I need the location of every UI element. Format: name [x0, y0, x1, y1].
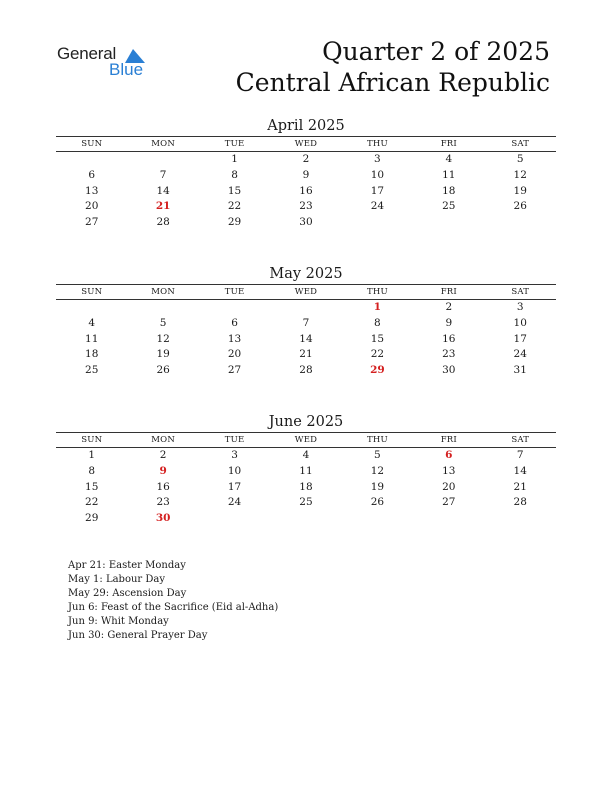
weekday-header: SAT	[511, 435, 530, 445]
day-cell: 1	[88, 449, 96, 461]
day-cell: 16	[156, 480, 170, 493]
day-cell: 27	[227, 364, 242, 377]
month-title: April 2025	[267, 118, 345, 134]
weekday-header: TUE	[224, 139, 245, 149]
holiday-entry: Apr 21: Easter Monday	[68, 560, 186, 571]
week-row	[56, 347, 556, 363]
day-cell: 13	[442, 464, 456, 477]
day-cell: 20	[227, 348, 242, 361]
day-cell: 11	[442, 168, 456, 181]
week-row	[56, 448, 556, 464]
day-cell: 11	[85, 332, 99, 345]
day-cell: 26	[513, 200, 527, 213]
month-title: June 2025	[268, 414, 344, 430]
day-cell: 14	[299, 332, 313, 345]
day-cell: 30	[442, 364, 456, 377]
day-cell: 11	[299, 464, 313, 477]
day-cell: 12	[156, 332, 170, 345]
day-cell: 1	[231, 153, 238, 165]
day-cell: 12	[370, 464, 385, 477]
page-title	[236, 36, 550, 98]
day-cell: 8	[374, 316, 381, 329]
day-cell: 7	[302, 316, 310, 329]
empty-day	[199, 511, 270, 527]
day-cell: 29	[227, 216, 242, 229]
empty-day	[56, 152, 127, 168]
day-cell: 26	[156, 364, 170, 377]
week-row	[56, 332, 556, 348]
day-cell: 28	[156, 216, 170, 229]
weekday-header: WED	[294, 287, 318, 297]
day-cell: 23	[156, 496, 170, 509]
empty-day	[56, 300, 127, 316]
empty-day	[342, 511, 413, 527]
logo	[57, 44, 157, 84]
holiday-entry: Jun 30: General Prayer Day	[68, 630, 208, 641]
day-cell: 15	[85, 480, 99, 493]
day-cell: 5	[374, 449, 381, 461]
weekday-header: THU	[366, 287, 388, 297]
title-country: Central African Republic	[235, 68, 550, 97]
day-cell: 17	[370, 184, 385, 197]
day-cell: 28	[513, 496, 527, 509]
day-cell: 25	[299, 496, 313, 509]
day-cell: 19	[370, 480, 385, 493]
week-row	[56, 300, 556, 316]
day-cell: 18	[299, 480, 313, 493]
day-cell: 15	[227, 184, 242, 197]
day-cell: 23	[442, 348, 456, 361]
day-cell: 4	[302, 449, 310, 461]
week-row	[56, 363, 556, 379]
day-cell: 31	[513, 364, 527, 377]
day-cell: 6	[231, 316, 238, 329]
weekday-header: SUN	[81, 139, 103, 149]
logo-general-text: General	[57, 44, 117, 63]
week-row	[56, 215, 556, 231]
month-june	[56, 412, 556, 527]
day-cell: 16	[299, 184, 313, 197]
day-cell: 25	[442, 200, 456, 213]
day-cell: 14	[513, 464, 527, 477]
logo-blue-text: Blue	[109, 60, 144, 79]
week-row	[56, 184, 556, 200]
day-cell: 4	[445, 153, 453, 165]
day-cell: 13	[227, 332, 242, 345]
month-title: May 2025	[269, 266, 343, 282]
empty-day	[413, 215, 484, 231]
day-cell: 21	[299, 348, 313, 361]
day-cell: 28	[299, 364, 313, 377]
weekday-header: THU	[366, 435, 388, 445]
holiday-date: 21	[155, 200, 171, 213]
day-cell: 22	[370, 348, 385, 361]
holiday-entry: May 1: Labour Day	[68, 574, 165, 585]
day-cell: 22	[227, 200, 242, 213]
day-cell: 22	[85, 496, 99, 509]
weekday-header: MON	[151, 139, 175, 149]
day-cell: 2	[159, 449, 167, 461]
day-cell: 3	[374, 153, 381, 165]
empty-day	[485, 215, 556, 231]
week-row	[56, 168, 556, 184]
weekday-header: WED	[294, 139, 318, 149]
day-cell: 8	[231, 168, 238, 181]
weekday-header-row	[56, 137, 556, 151]
weekday-header: TUE	[224, 287, 245, 297]
day-cell: 13	[85, 184, 99, 197]
day-cell: 4	[88, 316, 96, 329]
day-cell: 29	[85, 512, 99, 525]
day-cell: 10	[513, 316, 527, 329]
month-may	[56, 264, 556, 379]
day-cell: 9	[302, 168, 310, 181]
day-cell: 7	[516, 449, 524, 461]
weekday-header-row	[56, 285, 556, 299]
week-row	[56, 511, 556, 527]
weekday-header-row	[56, 433, 556, 447]
weekday-header: WED	[294, 435, 318, 445]
empty-day	[199, 300, 270, 316]
day-cell: 20	[85, 200, 99, 213]
day-cell: 18	[442, 184, 456, 197]
empty-day	[485, 511, 556, 527]
day-cell: 9	[445, 316, 453, 329]
week-row	[56, 495, 556, 511]
weekday-header: FRI	[440, 139, 457, 149]
day-cell: 7	[159, 168, 167, 181]
holiday-entry: Jun 9: Whit Monday	[68, 616, 169, 627]
weekday-header: SAT	[511, 287, 530, 297]
weekday-header: SUN	[81, 287, 103, 297]
day-cell: 10	[370, 168, 385, 181]
weekday-header: TUE	[224, 435, 245, 445]
day-cell: 27	[85, 216, 99, 229]
holiday-date: 1	[373, 301, 382, 313]
day-cell: 24	[370, 200, 385, 213]
holiday-date: 9	[159, 464, 167, 477]
day-cell: 18	[85, 348, 99, 361]
day-cell: 14	[156, 184, 170, 197]
day-cell: 20	[442, 480, 456, 493]
empty-day	[270, 300, 341, 316]
day-cell: 12	[513, 168, 527, 181]
empty-day	[413, 511, 484, 527]
month-april	[56, 116, 556, 231]
day-cell: 10	[227, 464, 242, 477]
weekday-header: SUN	[81, 435, 103, 445]
holiday-entry: May 29: Ascension Day	[68, 588, 187, 599]
day-cell: 5	[159, 316, 167, 329]
day-cell: 19	[156, 348, 170, 361]
weekday-header: FRI	[440, 287, 457, 297]
day-cell: 6	[88, 168, 96, 181]
empty-day	[127, 300, 198, 316]
day-cell: 23	[299, 200, 313, 213]
holiday-date: 6	[445, 449, 453, 461]
title-quarter: Quarter 2 of 2025	[322, 37, 550, 66]
day-cell: 19	[513, 184, 527, 197]
weekday-header: THU	[366, 139, 388, 149]
day-cell: 17	[227, 480, 242, 493]
day-cell: 30	[299, 216, 313, 229]
week-row	[56, 199, 556, 215]
day-cell: 25	[85, 364, 99, 377]
weekday-header: SAT	[511, 139, 530, 149]
day-cell: 3	[516, 301, 524, 313]
holiday-date: 29	[370, 364, 385, 377]
empty-day	[127, 152, 198, 168]
empty-day	[270, 511, 341, 527]
day-cell: 24	[513, 348, 527, 361]
day-cell: 5	[516, 153, 524, 165]
week-row	[56, 316, 556, 332]
day-cell: 21	[513, 480, 527, 493]
holiday-date: 30	[155, 512, 171, 525]
day-cell: 17	[513, 332, 527, 345]
day-cell: 8	[88, 464, 96, 477]
week-row	[56, 480, 556, 496]
day-cell: 27	[442, 496, 456, 509]
holiday-list	[68, 559, 278, 643]
week-row	[56, 152, 556, 168]
day-cell: 3	[231, 449, 238, 461]
empty-day	[342, 215, 413, 231]
day-cell: 2	[302, 153, 310, 165]
weekday-header: FRI	[440, 435, 457, 445]
day-cell: 15	[370, 332, 385, 345]
day-cell: 16	[442, 332, 456, 345]
day-cell: 24	[227, 496, 242, 509]
week-row	[56, 464, 556, 480]
weekday-header: MON	[151, 287, 175, 297]
weekday-header: MON	[151, 435, 175, 445]
day-cell: 2	[445, 301, 453, 313]
holiday-entry: Jun 6: Feast of the Sacrifice (Eid al-Adha)	[68, 602, 279, 613]
day-cell: 26	[370, 496, 385, 509]
